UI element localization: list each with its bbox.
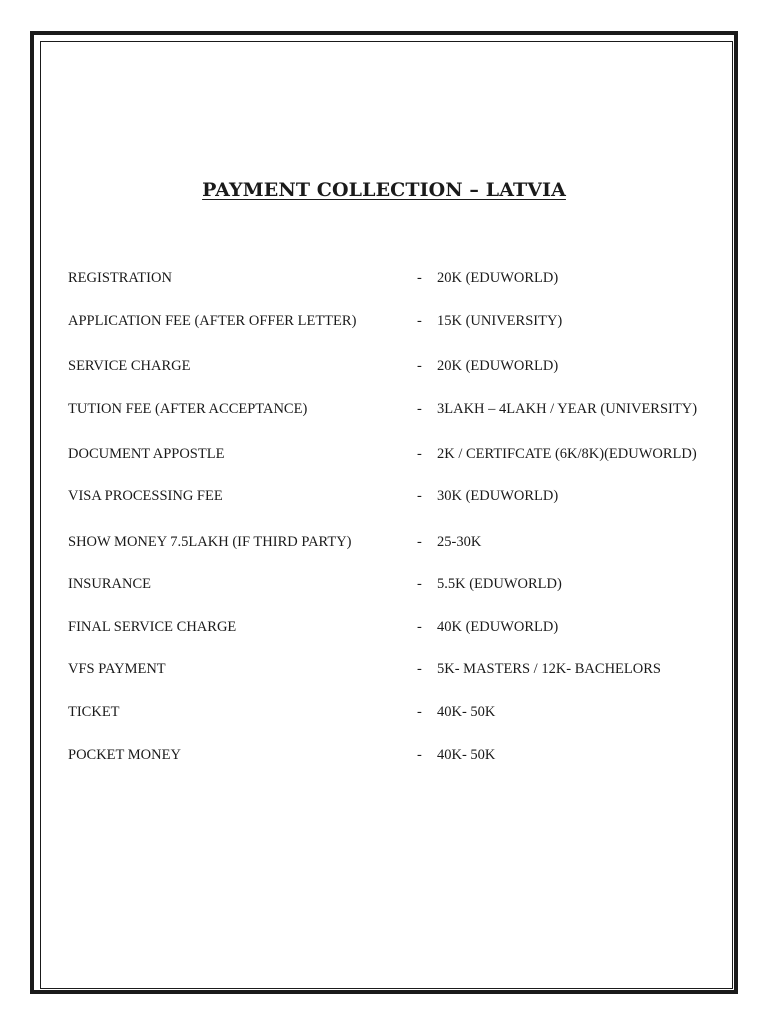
fee-row-pocket-money bbox=[68, 744, 728, 766]
fee-label: SHOW MONEY 7.5LAKH (IF THIRD PARTY) bbox=[68, 534, 352, 550]
fee-label: INSURANCE bbox=[68, 576, 151, 592]
fee-label: TUTION FEE (AFTER ACCEPTANCE) bbox=[68, 401, 308, 417]
fee-value: 5.5K (EDUWORLD) bbox=[437, 576, 562, 592]
fee-value: 40K- 50K bbox=[437, 747, 496, 763]
fee-separator: - bbox=[417, 358, 422, 374]
document-title: PAYMENT COLLECTION – LATVIA bbox=[202, 179, 566, 201]
fee-separator: - bbox=[417, 576, 422, 592]
fee-label: SERVICE CHARGE bbox=[68, 358, 191, 374]
fee-separator: - bbox=[417, 619, 422, 635]
fee-row-vfs-payment bbox=[68, 658, 728, 680]
fee-row-ticket bbox=[68, 701, 728, 723]
fee-value: 20K (EDUWORLD) bbox=[437, 358, 559, 374]
fee-value: 30K (EDUWORLD) bbox=[437, 488, 559, 504]
fee-value: 40K (EDUWORLD) bbox=[437, 619, 559, 635]
fee-label: FINAL SERVICE CHARGE bbox=[68, 619, 237, 635]
fee-separator: - bbox=[417, 401, 422, 417]
fee-label: APPLICATION FEE (AFTER OFFER LETTER) bbox=[68, 313, 357, 329]
fee-row-visa-processing bbox=[68, 485, 728, 507]
fee-value: 15K (UNIVERSITY) bbox=[437, 313, 563, 329]
fee-separator: - bbox=[417, 488, 422, 504]
fee-value: 5K- MASTERS / 12K- BACHELORS bbox=[437, 661, 661, 677]
fee-value: 40K- 50K bbox=[437, 704, 496, 720]
fee-value: 3LAKH – 4LAKH / YEAR (UNIVERSITY) bbox=[437, 401, 698, 417]
fee-row-application-fee bbox=[68, 310, 728, 332]
fee-value: 2K / CERTIFCATE (6K/8K)(EDUWORLD) bbox=[437, 446, 697, 462]
fee-row-insurance bbox=[68, 573, 728, 595]
fee-separator: - bbox=[417, 704, 422, 720]
fee-separator: - bbox=[417, 534, 422, 550]
fee-label: DOCUMENT APPOSTLE bbox=[68, 446, 225, 462]
fee-row-document-apostle bbox=[68, 443, 728, 465]
fee-label: VISA PROCESSING FEE bbox=[68, 488, 223, 504]
fee-label: POCKET MONEY bbox=[68, 747, 181, 763]
fee-separator: - bbox=[417, 270, 422, 286]
fee-separator: - bbox=[417, 446, 422, 462]
fee-label: TICKET bbox=[68, 704, 120, 720]
fee-value: 25-30K bbox=[437, 534, 482, 550]
fee-separator: - bbox=[417, 313, 422, 329]
fee-separator: - bbox=[417, 661, 422, 677]
fee-value: 20K (EDUWORLD) bbox=[437, 270, 559, 286]
fee-row-final-service-charge bbox=[68, 616, 728, 638]
fee-separator: - bbox=[417, 747, 422, 763]
fee-row-tuition-fee bbox=[68, 398, 728, 420]
page-border bbox=[30, 31, 738, 994]
fee-row-show-money bbox=[68, 531, 728, 553]
fee-row-registration bbox=[68, 267, 728, 289]
fee-label: VFS PAYMENT bbox=[68, 661, 166, 677]
fee-label: REGISTRATION bbox=[68, 270, 172, 286]
fee-row-service-charge bbox=[68, 355, 728, 377]
